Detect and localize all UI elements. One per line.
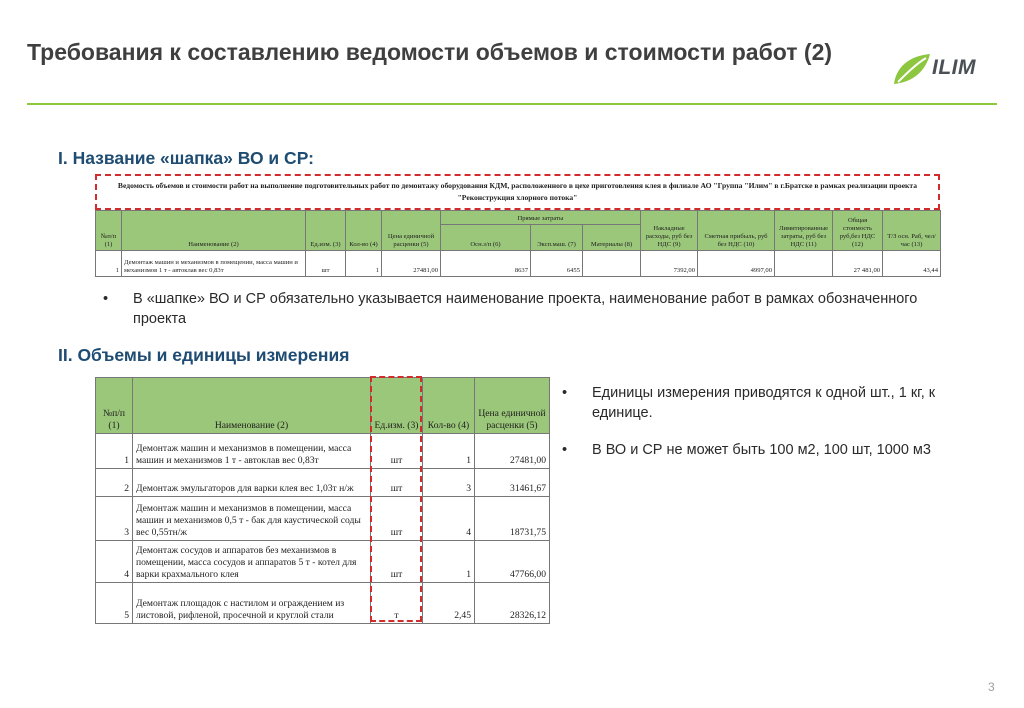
cell-unit: шт [371,497,423,541]
col-price: Цена единичной расценки (5) [475,378,550,434]
volumes-table [95,377,550,624]
cell-num: 1 [96,434,133,469]
title-divider [27,103,997,105]
col-total: Общая стоимость руб,без НДС (12) [833,211,883,251]
col-labor: Т/З осн. Раб, чел/час (13) [883,211,941,251]
logo-text: ILIM [932,56,976,79]
col-qty: Кол-во (4) [423,378,475,434]
table-row [96,434,550,469]
col-unit: Ед.изм. (3) [306,211,346,251]
cell-unit: т [371,583,423,624]
col-name: Наименование (2) [122,211,306,251]
col-base-salary: Осн.з/п (6) [441,225,531,251]
cell-name: Демонтаж сосудов и аппаратов без механизмов в помещении, масса сосудов и аппаратов 5 т - котел для варки крахмального клея [133,541,371,583]
cell-name: Демонтаж машин и механизмов в помещении, масса машин и механизмов 0,5 т - бак для каустической соды вес 0,55тн/ж [133,497,371,541]
cell-base-salary: 8637 [441,251,531,277]
cell-overhead: 7392,00 [641,251,698,277]
bullet-dot: • [562,442,568,458]
section2-heading: II. Объемы и единицы измерения [58,345,350,365]
document-header-box: Ведомость объемов и стоимости работ на выполнение подготовительных работ по демонтажу оборудования КДМ, расположенного в цехе приготовления клея в филиале АО "Группа "Илим" в г.Братске в рамках реализации проекта "Реконструкция хлорного потока" [95,174,940,210]
cell-qty: 1 [346,251,382,277]
section1-heading: I. Название «шапка» ВО и СР: [58,148,314,168]
col-profit: Сметная прибыль, руб без НДС (10) [698,211,775,251]
cell-machines: 6455 [531,251,583,277]
cell-profit: 4997,00 [698,251,775,277]
col-direct-costs: Прямые затраты [441,211,641,225]
cell-name: Демонтаж машин и механизмов в помещении, масса машин и механизмов 1 т - автоклав вес 0,83т [133,434,371,469]
table-row [96,497,550,541]
cell-name: Демонтаж эмульгаторов для варки клея вес 1,03т н/ж [133,469,371,497]
col-machines: Эксп.маш. (7) [531,225,583,251]
col-num: №п/п (1) [96,378,133,434]
col-name: Наименование (2) [133,378,371,434]
cell-num: 5 [96,583,133,624]
bullet-units: • Единицы измерения приводятся к одной шт., 1 кг, к единице. [562,385,936,421]
cell-num: 2 [96,469,133,497]
cell-qty: 4 [423,497,475,541]
cell-materials [583,251,641,277]
table-row [96,469,550,497]
bullet-dot: • [103,291,109,307]
table-row [96,583,550,624]
ilim-logo [892,52,1002,88]
col-price: Цена единичной расценки (5) [382,211,441,251]
cell-name: Демонтаж машин и механизмов в помещении, масса машин и механизмов 1 т - автоклав вес 0,83т [122,251,306,277]
col-qty: Кол-во (4) [346,211,382,251]
cell-qty: 1 [423,434,475,469]
page-number: 3 [988,680,995,694]
leaf-icon [892,52,932,86]
cell-price: 31461,67 [475,469,550,497]
table-row [96,251,941,277]
cell-qty: 3 [423,469,475,497]
cell-price: 28326,12 [475,583,550,624]
cell-qty: 1 [423,541,475,583]
col-num: №п/п (1) [96,211,122,251]
slide-title: Требования к составлению ведомости объемов и стоимости работ (2) [27,39,833,65]
table-row [96,541,550,583]
cell-unit: шт [306,251,346,277]
cell-unit: шт [371,434,423,469]
col-unit: Ед.изм. (3) [371,378,423,434]
col-materials: Материалы (8) [583,225,641,251]
cell-price: 18731,75 [475,497,550,541]
bullet-units-forbidden: • В ВО и СР не может быть 100 м2, 100 шт, 1000 м3 [562,442,931,458]
cell-unit: шт [371,541,423,583]
cell-price: 47766,00 [475,541,550,583]
cell-price: 27481,00 [475,434,550,469]
estimate-table [95,210,941,277]
cell-num: 4 [96,541,133,583]
cell-limited [775,251,833,277]
col-overhead: Накладные расходы, руб без НДС (9) [641,211,698,251]
cell-labor: 43,44 [883,251,941,277]
cell-num: 1 [96,251,122,277]
cell-price: 27481,00 [382,251,441,277]
volumes-table-wrap [95,377,549,624]
cell-unit: шт [371,469,423,497]
cell-name: Демонтаж площадок с настилом и ограждением из листовой, рифленой, просечной и круглой стали [133,583,371,624]
cell-qty: 2,45 [423,583,475,624]
col-limited: Лимитированные затраты, руб без НДС (11) [775,211,833,251]
estimate-header-table [95,174,940,277]
cell-num: 3 [96,497,133,541]
cell-total: 27 481,00 [833,251,883,277]
bullet-dot: • [562,385,568,401]
bullet-header-requirement: • В «шапке» ВО и СР обязательно указывается наименование проекта, наименование работ в рамках обозначенного проекта [103,291,918,327]
